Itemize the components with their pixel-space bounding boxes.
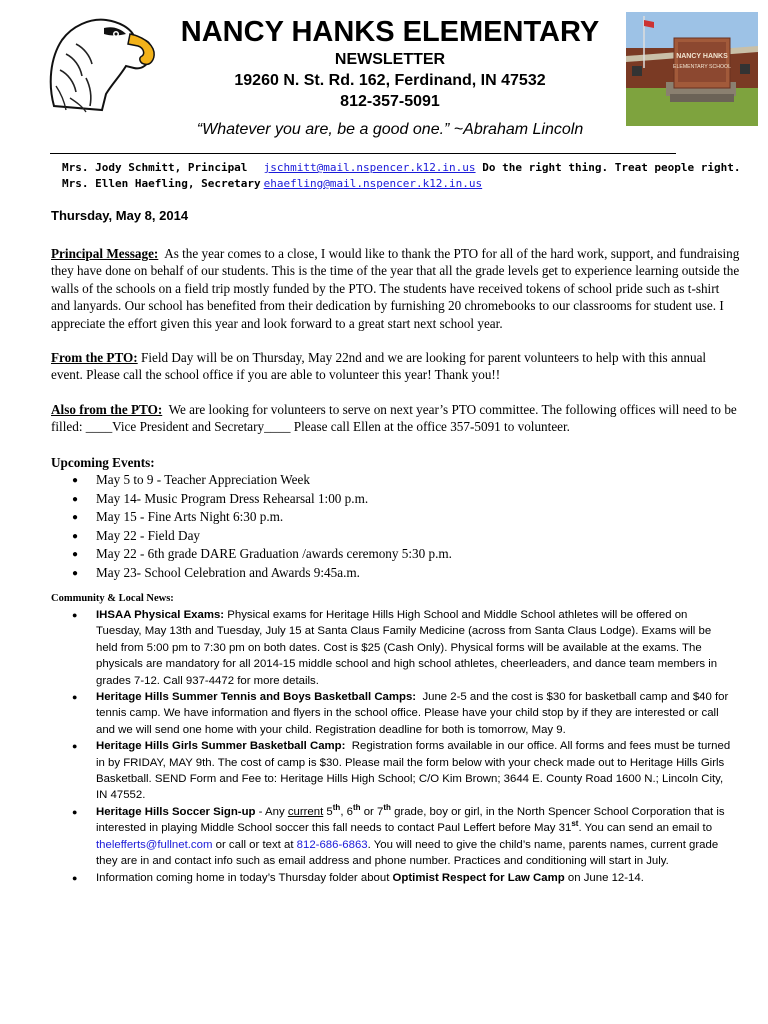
newsletter-label: NEWSLETTER <box>334 51 446 68</box>
optimist-camp-name: Optimist Respect for Law Camp <box>392 871 565 884</box>
soccer-title: Heritage Hills Soccer Sign-up <box>96 805 256 818</box>
soccer-phone-link[interactable]: 812-686-6863 <box>296 838 368 851</box>
soccer-text: . You will need to give the child’s name, parents names, current grade they are in and contact info such as email address and phone number. Practices and conditioning will start in July. <box>96 838 719 868</box>
optimist-text: on June 12-14. <box>564 871 644 884</box>
soccer-text: or 7 <box>360 805 384 818</box>
list-item <box>72 804 732 870</box>
list-item: ● May 22 - Field Day <box>72 527 452 546</box>
list-item: ● May 5 to 9 - Teacher Appreciation Week <box>72 471 452 490</box>
events-heading: Upcoming Events: <box>51 455 155 470</box>
soccer-sup: th <box>383 803 391 813</box>
list-item <box>72 870 732 886</box>
events-list <box>72 471 452 583</box>
girls-camp-text: Registration forms available in our office. All forms and fees must be turned in by FRIDAY, MAY 9th. The cost of camp is $30. Please mail the form below with your check made out to Heritage Hills Girls Basketball. SEND Form and Fee to: Heritage Hills High School; C/O Kim Brown; 3644 E. County Road 1600 N.; Lincoln City, IN 47552. <box>96 740 731 802</box>
community-list <box>72 607 732 886</box>
header-divider <box>50 153 676 154</box>
principal-message <box>51 245 741 332</box>
secretary-line <box>62 177 482 190</box>
school-address: 19260 N. St. Rd. 162, Ferdinand, IN 47532 <box>234 72 546 89</box>
sign-line-1: NANCY HANKS <box>676 53 728 60</box>
pto-heading: From the PTO: <box>51 350 138 365</box>
secretary-email-link[interactable]: ehaefling@mail.nspencer.k12.in.us <box>263 177 483 190</box>
optimist-text: Information coming home in today’s Thursday folder about <box>96 871 393 884</box>
list-item: ● May 23- School Celebration and Awards 9:45a.m. <box>72 564 452 583</box>
pto2-section <box>51 401 741 436</box>
soccer-sup: th <box>353 803 361 813</box>
pto2-text: We are looking for volunteers to serve on next year’s PTO committee. The following offices will need to be filled: ____Vice President and Secretary____ Please call Ellen at the office 357-5091 to volunteer. <box>51 402 737 435</box>
list-item: ● May 14- Music Program Dress Rehearsal 1:00 p.m. <box>72 490 452 509</box>
soccer-text: . You can send an email to <box>578 822 713 835</box>
tennis-camp-text: June 2-5 and the cost is $30 for basketball camp and $40 for tennis camp. We have information and flyers in the school office. Please have your child stop by if they are interested or call and we will send one home with your child. Registration deadline for both is tomorrow, May 9. <box>96 691 729 736</box>
pto-text: Field Day will be on Thursday, May 22nd and we are looking for parent volunteers to help with this annual event. Please call the school office if you are able to volunteer this year! Thank you!! <box>51 350 707 383</box>
school-name: NANCY HANKS ELEMENTARY <box>180 16 600 48</box>
list-item <box>72 607 732 689</box>
soccer-sup: st <box>571 819 579 829</box>
soccer-text: , 6 <box>340 805 353 818</box>
soccer-text: or call or text at <box>212 838 297 851</box>
school-phone: 812-357-5091 <box>340 93 440 110</box>
secretary-name: Mrs. Ellen Haefling, Secretary <box>62 177 261 190</box>
pto2-heading: Also from the PTO: <box>51 402 163 417</box>
soccer-text: 5 <box>323 805 333 818</box>
community-heading: Community & Local News: <box>51 593 174 604</box>
ihsaa-title: IHSAA Physical Exams: <box>96 609 225 621</box>
school-motto: Do the right thing. Treat people right. <box>482 161 741 174</box>
school-building-photo <box>626 12 758 126</box>
principal-message-text: As the year comes to a close, I would like to thank the PTO for all of the hard work, support, and fundraising they have done on behalf of our students. This is the time of the year that all the grade levels get to experience learning outside the walls of the schools on a field trip mostly funded by the PTO. The students have received tokens of school pride such as t-shirt and lanyards. Our school has benefited from their dedication by furnishing 20 chromebooks to our classrooms for student use. I appreciate the effort given this year and look forward to a great start next school year. <box>51 246 740 331</box>
ihsaa-text: Physical exams for Heritage Hills High School and Middle School athletes will be offered on Tuesday, May 13th and Tuesday, July 15 at Santa Claus Family Medicine (across from Santa Claus Lodge). Exams will be held from 5:00 pm to 7:30 pm on both dates. Cost is $25 (Cash Only). Physical forms will be available at the exams. The physicals are mandatory for all 2014-15 middle school and high school athletes, cheerleaders, and dance team members in grades 7-12. Call 937-4472 for more details. <box>96 609 718 687</box>
tennis-camp-title: Heritage Hills Summer Tennis and Boys Basketball Camps: <box>96 691 417 704</box>
soccer-current: current <box>287 805 324 818</box>
list-item: ● May 22 - 6th grade DARE Graduation /awards ceremony 5:30 p.m. <box>72 545 452 564</box>
newsletter-date: Thursday, May 8, 2014 <box>51 208 189 223</box>
sign-line-2: ELEMENTARY SCHOOL <box>673 64 731 70</box>
girls-camp-title: Heritage Hills Girls Summer Basketball Camp: <box>96 740 346 753</box>
principal-email-link[interactable]: jschmitt@mail.nspencer.k12.in.us <box>263 161 476 174</box>
principal-name: Mrs. Jody Schmitt, Principal <box>62 161 248 174</box>
principal-line <box>62 161 741 174</box>
list-item <box>72 738 732 804</box>
soccer-text: - Any <box>255 805 288 818</box>
eagle-mascot-icon <box>46 14 156 114</box>
lincoln-quote: “Whatever you are, be a good one.” ~Abraham Lincoln <box>196 121 584 138</box>
pto-section <box>51 349 741 384</box>
soccer-sup: th <box>332 803 341 813</box>
list-item: ● May 15 - Fine Arts Night 6:30 p.m. <box>72 508 452 527</box>
soccer-email-link[interactable]: thelefferts@fullnet.com <box>96 838 213 851</box>
soccer-text: grade, boy or girl, in the North Spencer School Corporation that is interested in playing Middle School soccer this fall needs to contact Paul Leffert before May 31 <box>96 805 725 835</box>
list-item <box>72 689 732 738</box>
principal-message-heading: Principal Message: <box>51 246 159 261</box>
